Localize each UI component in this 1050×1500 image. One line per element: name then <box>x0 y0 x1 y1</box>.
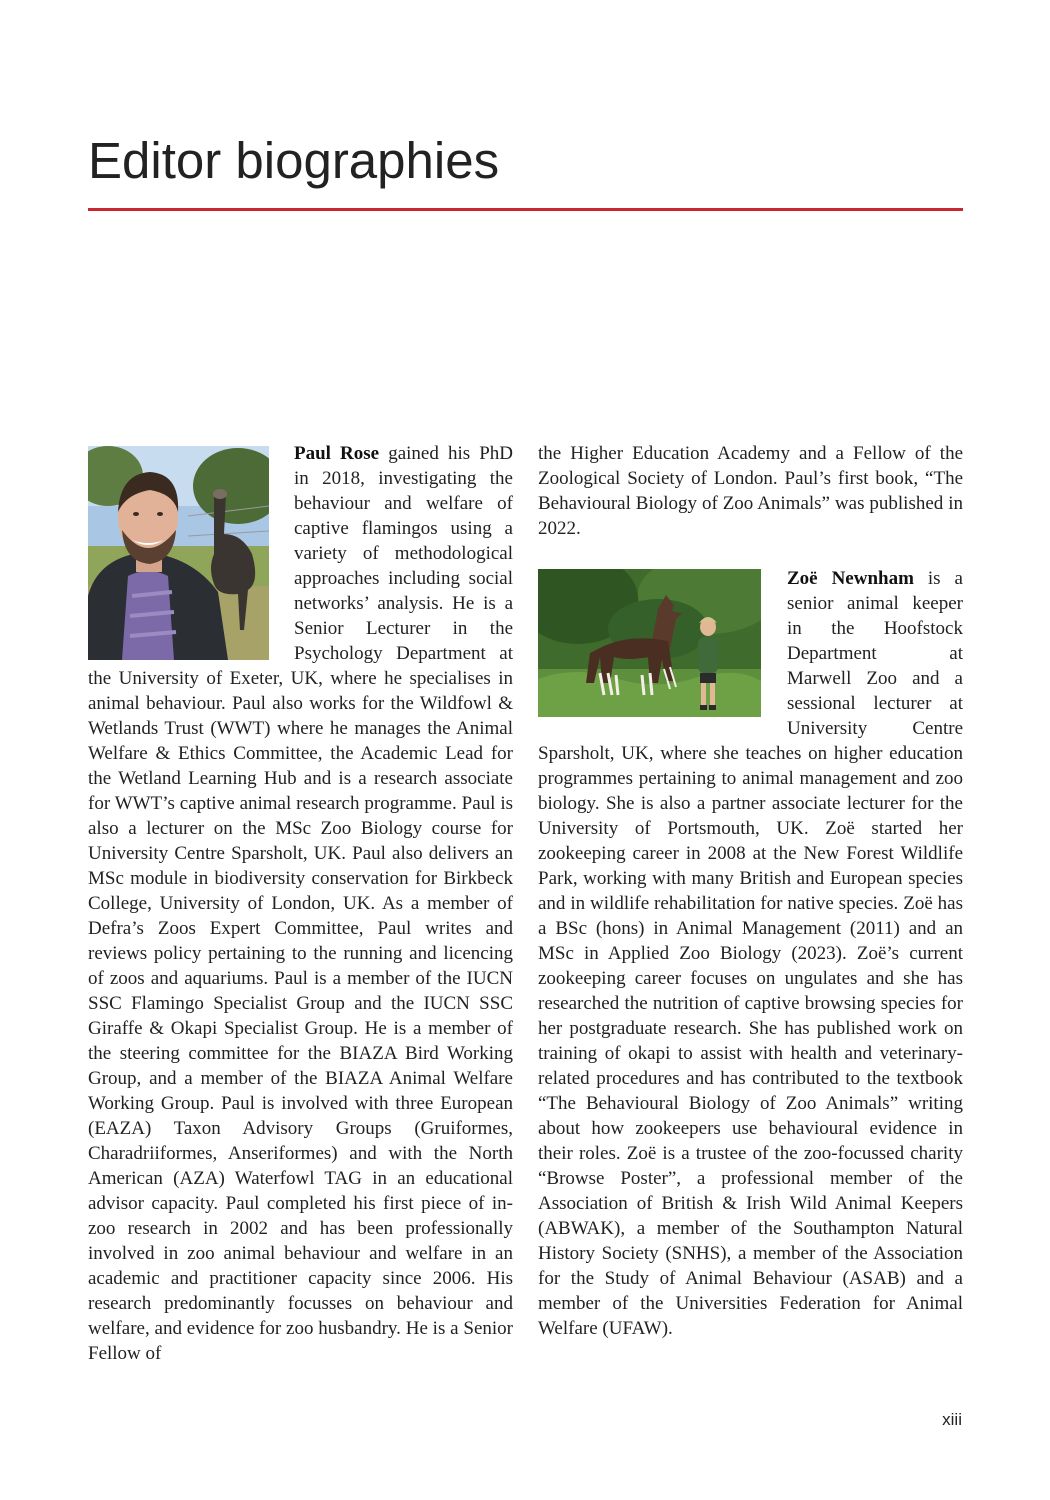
page-title: Editor biographies <box>88 132 500 189</box>
paul-rose-name: Paul Rose <box>294 443 380 464</box>
paul-rose-bio-continuation: the Higher Education Academy and a Fellow of the Zoological Society of London. Paul’s first book, “The Behavioural Biology of Zoo Animals” was published in 2022. <box>538 443 963 539</box>
page-number: xiii <box>942 1410 962 1429</box>
paul-rose-bio-text: gained his PhD in 2018, investigating the behaviour and welfare of captive flamingos using a variety of methodological approaches including social networks’ analysis. He is a Senior Lecturer in the Psychology Department at the University of Exeter, UK, where he specialises in animal behaviour. Paul also works for the Wildfowl & Wetlands Trust (WWT) where he manages the Animal Welfare & Ethics Committee, the Academic Lead for the Wetland Learning Hub and is a research associate for WWT’s captive animal research programme. Paul is also a lecturer on the MSc Zoo Biology course for University Centre Sparsholt, UK. Paul also delivers an MSc module in biodiversity conservation for Birkbeck College, University of London, UK. As a member of Defra’s Zoos Expert Committee, Paul writes and reviews policy pertaining to the running and licencing of zoos and aquariums. Paul is a member of the IUCN SSC Flamingo Specialist Group and the IUCN SSC Giraffe & Okapi Specialist Group. He is a member of the steering committee for the BIAZA Bird Working Group, and a member of the BIAZA Animal Welfare Working Group. Paul is involved with three European (EAZA) Taxon Advisory Groups (Gruiformes, Charadriiformes, Anseriformes) and with the North American (AZA) Waterfowl TAG in an educational advisor capacity. Paul completed his first piece of in-zoo research in 2002 and has been professionally involved in zoo animal behaviour and welfare in an academic and practitioner capacity since 2006. His research predominantly focusses on behaviour and welfare, and evidence for zoo husbandry. He is a Senior Fellow of <box>88 443 514 1364</box>
paul-rose-photo <box>88 446 269 660</box>
left-column <box>88 441 513 1366</box>
zoe-newnham-section <box>538 566 963 1341</box>
zoe-newnham-bio-text: is a senior animal keeper in the Hoofstock Department at Marwell Zoo and a sessional lecturer at University Centre Sparsholt, UK, where she teaches on higher education programmes pertaining to animal management and zoo biology. She is also a partner associate lecturer for the University of Portsmouth, UK. Zoë started her zookeeping career in 2008 at the New Forest Wildlife Park, working with many British and European species and in wildlife rehabilitation for native species. Zoë has a BSc (hons) in Animal Management (2011) and an MSc in Applied Zoo Biology (2023). Zoë’s current zookeeping career focuses on ungulates and she has researched the nutrition of captive browsing species for her postgraduate research. She has published work on training of okapi to assist with health and veterinary-related procedures and has contributed to the textbook “The Behavioural Biology of Zoo Animals” writing about how zookeepers use behavioural evidence in their roles. Zoë is a trustee of the zoo-focussed charity “Browse Poster”, a professional member of the Association of British & Irish Wild Animal Keepers (ABWAK), a member of the Southampton Natural History Society (SNHS), a member of the Association for the Study of Animal Behaviour (ASAB) and a member of the Universities Federation for Animal Welfare (UFAW). <box>538 568 963 1339</box>
zoe-newnham-photo <box>538 569 761 717</box>
right-column <box>538 441 963 1341</box>
title-divider <box>88 208 963 211</box>
zoe-newnham-name: Zoë Newnham <box>787 568 914 589</box>
